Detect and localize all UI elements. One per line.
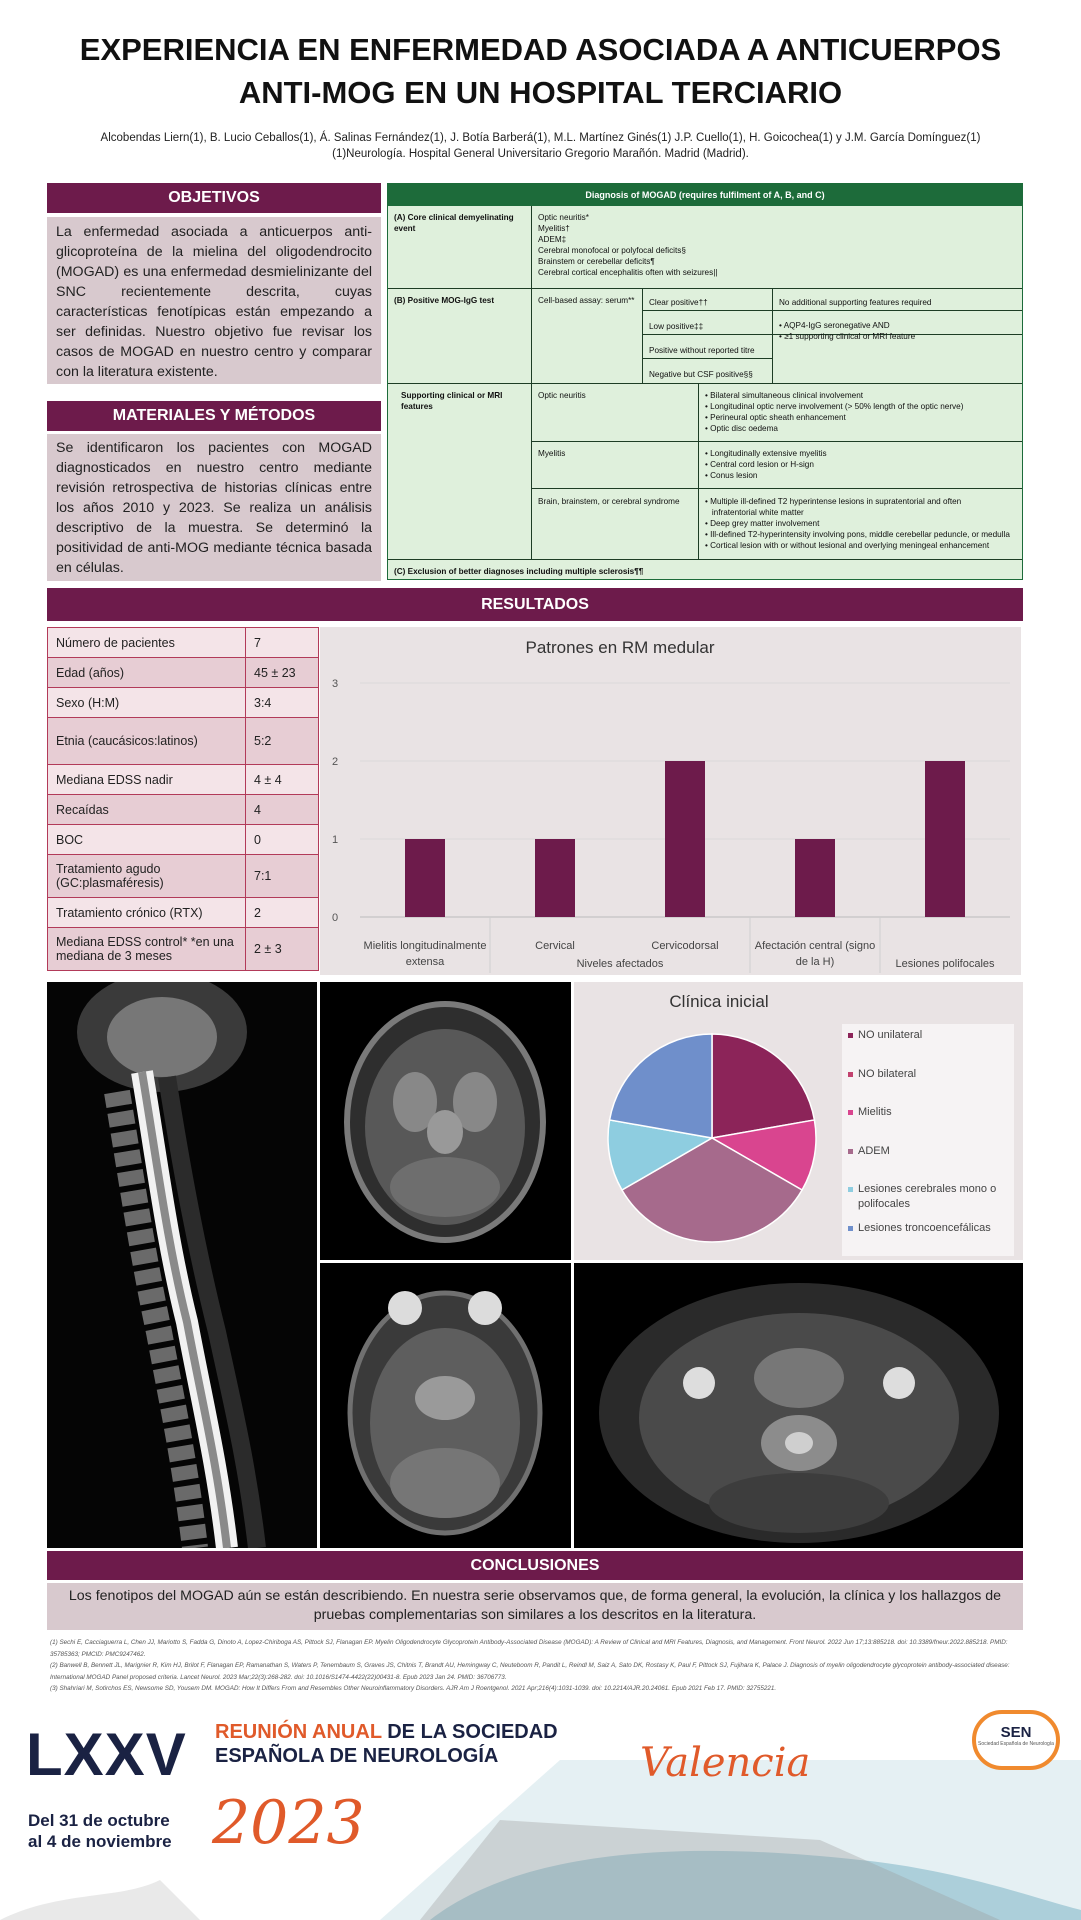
legend-label: ADEM bbox=[858, 1144, 890, 1157]
legend-swatch bbox=[848, 1110, 853, 1115]
criteria-divider bbox=[531, 206, 532, 559]
references bbox=[50, 1637, 1018, 1695]
resultados-heading: RESULTADOS bbox=[47, 588, 1023, 621]
y-tick-label: 3 bbox=[332, 678, 339, 690]
table-row bbox=[48, 628, 319, 658]
reference-item: (1) Sechi E, Cacciaguerra L, Chen JJ, Mariotto S, Fadda G, Dinoto A, Lopez-Chiriboga AS, Pittock SJ, Flanagan EP. Myelin Oligodendrocyte Glycoprotein Antibody-Associated Disease (MOGAD): A Review of Clinical and MRI Features, Diagnosis, and Management. Front Neurol. 2022 Jun 17;13:885218. doi: 10.3389/fneur.2022.885218. PMID: 35785363; PMCID: PMC9247462. bbox=[50, 1639, 1008, 1658]
criteria-s-on-item: • Bilateral simultaneous clinical involvement bbox=[705, 391, 864, 400]
row-label: Tratamiento agudo (GC:plasmaféresis) bbox=[48, 855, 246, 898]
criteria-divider bbox=[531, 488, 1022, 489]
congress-name bbox=[215, 1720, 558, 1768]
row-value: 45 ± 23 bbox=[246, 658, 319, 688]
criteria-a-item: Cerebral cortical encephalitis often with seizures|| bbox=[538, 268, 718, 277]
x-category-label: Cervicodorsal bbox=[651, 940, 719, 952]
criteria-divider bbox=[388, 383, 1022, 384]
criteria-s-my: Myelitis bbox=[538, 449, 566, 458]
objetivos-text: La enfermedad asociada a anticuerpos anti-glicoproteína de la mielina del oligodendrocito (MOGAD) es una enfermedad desmielinizante del SNC recientemente descrita, cuyas características fenotípicas están empezando a ser definidas. Nuestro objetivo fue revisar los casos de MOGAD en nuestro centro y comparar con la literatura existente. bbox=[47, 217, 381, 384]
x-group-label: Niveles afectados bbox=[576, 958, 664, 970]
y-tick-label: 2 bbox=[332, 756, 339, 768]
y-tick-label: 0 bbox=[332, 912, 339, 924]
table-row bbox=[48, 825, 319, 855]
poster-title bbox=[40, 28, 1041, 114]
bar-chart-rm-medular bbox=[320, 627, 1021, 975]
row-value: 4 ± 4 bbox=[246, 765, 319, 795]
affiliation: (1)Neurología. Hospital General Universitario Gregorio Marañón. Madrid (Madrid). bbox=[332, 148, 749, 160]
criteria-s-my-item: • Central cord lesion or H-sign bbox=[705, 460, 814, 469]
bar bbox=[795, 839, 835, 917]
table-row bbox=[48, 928, 319, 971]
bar bbox=[665, 761, 705, 917]
authors: Alcobendas Liern(1), B. Lucio Ceballos(1), Á. Salinas Fernández(1), J. Botía Barberá(1), M.L. Martínez Ginés(1) J.P. Cuello(1), H. Goicochea(1) y J.M. García Domínguez(1) bbox=[100, 132, 981, 144]
authors-block bbox=[40, 130, 1041, 162]
y-tick-label: 1 bbox=[332, 834, 339, 846]
row-label: BOC bbox=[48, 825, 246, 855]
criteria-a-item: Cerebral monofocal or polyfocal deficits§ bbox=[538, 246, 686, 255]
criteria-a-item: Optic neuritis* bbox=[538, 213, 589, 222]
criteria-a-item: ADEM‡ bbox=[538, 235, 567, 244]
congress-dates-2: al 4 de noviembre bbox=[28, 1832, 172, 1851]
bar bbox=[405, 839, 445, 917]
bar-chart-title: Patrones en RM medular bbox=[525, 638, 715, 657]
mri-brain-axial-image-1 bbox=[320, 982, 571, 1260]
criteria-b-low-note-2: • ≥1 supporting clinical or MRI feature bbox=[779, 332, 916, 341]
legend-swatch bbox=[848, 1187, 853, 1192]
title-line-1: EXPERIENCIA EN ENFERMEDAD ASOCIADA A ANTICUERPOS bbox=[79, 32, 1002, 67]
conclusiones-text: Los fenotipos del MOGAD aún se están describiendo. En nuestra serie observamos que, de forma general, la evolución, la clínica y los hallazgos de pruebas complementarias son similares a los descritos en la literatura. bbox=[47, 1583, 1023, 1630]
criteria-divider bbox=[388, 559, 1022, 560]
table-row bbox=[48, 795, 319, 825]
bar bbox=[925, 761, 965, 917]
sen-logo-subtitle: Sociedad Española de Neurología bbox=[978, 1741, 1054, 1747]
bar bbox=[535, 839, 575, 917]
row-label: Tratamiento crónico (RTX) bbox=[48, 898, 246, 928]
pie-chart-title: Clínica inicial bbox=[669, 992, 769, 1011]
legend-swatch bbox=[848, 1072, 853, 1077]
x-category-label: Lesiones polifocales bbox=[895, 958, 995, 970]
legend-item bbox=[848, 1067, 1014, 1106]
criteria-b-low-note-1: • AQP4-IgG seronegative AND bbox=[779, 321, 890, 330]
criteria-s-on-items bbox=[700, 387, 1022, 437]
criteria-b-clear-note: No additional supporting features required bbox=[779, 298, 932, 307]
criteria-b-low: Low positive‡‡ bbox=[649, 322, 704, 331]
pie-slice bbox=[610, 1034, 712, 1138]
congress-name-1a: REUNIÓN ANUAL bbox=[215, 1721, 382, 1743]
criteria-s-my-item: • Longitudinally extensive myelitis bbox=[705, 449, 827, 458]
metodos-heading: MATERIALES Y MÉTODOS bbox=[47, 401, 381, 431]
congress-edition: LXXV bbox=[26, 1721, 187, 1788]
mri-neck-axial-image bbox=[574, 1263, 1023, 1548]
legend-label: NO unilateral bbox=[858, 1029, 923, 1041]
criteria-s-on: Optic neuritis bbox=[538, 391, 586, 400]
criteria-s-br-item: • Deep grey matter involvement bbox=[705, 519, 820, 528]
row-label: Sexo (H:M) bbox=[48, 688, 246, 718]
criteria-divider bbox=[531, 441, 1022, 442]
row-value: 3:4 bbox=[246, 688, 319, 718]
criteria-b-assay: Cell-based assay: serum** bbox=[538, 296, 635, 305]
row-value: 0 bbox=[246, 825, 319, 855]
criteria-b-label: (B) Positive MOG-IgG test bbox=[394, 296, 495, 305]
x-category-label: Cervical bbox=[535, 940, 575, 952]
row-label: Mediana EDSS control* *en una mediana de 3 meses bbox=[48, 928, 246, 971]
reference-item: (3) Shahriari M, Sotirchos ES, Newsome SD, Yousem DM. MOGAD: How It Differs From and Resembles Other Neuroinflammatory Disorders. AJR Am J Roentgenol. 2021 Apr;216(4):1031-1039. doi: 10.2214/AJR.20.24061. Epub 2021 Feb 17. PMID: 32755221. bbox=[50, 1685, 777, 1692]
legend-swatch bbox=[848, 1226, 853, 1231]
table-row bbox=[48, 898, 319, 928]
row-value: 5:2 bbox=[246, 718, 319, 765]
objetivos-heading: OBJETIVOS bbox=[47, 183, 381, 213]
pie-chart-panel bbox=[574, 982, 1023, 1260]
table-row bbox=[48, 718, 319, 765]
criteria-s-on-item: • Optic disc oedema bbox=[705, 424, 778, 433]
criteria-s-on-item: • Perineural optic sheath enhancement bbox=[705, 413, 846, 422]
sen-logo bbox=[972, 1710, 1060, 1770]
row-value: 2 ± 3 bbox=[246, 928, 319, 971]
congress-year: 2023 bbox=[212, 1788, 365, 1858]
criteria-s-label: Supporting clinical or MRI features bbox=[401, 391, 503, 411]
criteria-s-br-item: • Ill-defined T2-hyperintensity involving pons, middle cerebellar peduncle, or medulla bbox=[705, 530, 1010, 539]
mri-brain-axial-image-2 bbox=[320, 1263, 571, 1548]
criteria-s-my-item: • Conus lesion bbox=[705, 471, 758, 480]
criteria-s-br-item: • Multiple ill-defined T2 hyperintense lesions in supratentorial and often bbox=[705, 497, 962, 506]
metodos-text: Se identificaron los pacientes con MOGAD diagnosticados en nuestro centro mediante revisión retrospectiva de historias clínicas entre los años 2010 y 2023. Se realiza un análisis descriptivo de la muestra. Se determinó la positividad de anti-MOG mediante técnica basada en células. bbox=[47, 434, 381, 581]
sen-logo-text: SEN bbox=[1000, 1724, 1032, 1741]
criteria-divider bbox=[388, 288, 1022, 289]
criteria-a-label: (A) Core clinical demyelinating event bbox=[394, 213, 514, 233]
criteria-b-neg: Negative but CSF positive§§ bbox=[649, 370, 753, 379]
table-row bbox=[48, 765, 319, 795]
legend-swatch bbox=[848, 1033, 853, 1038]
pie-legend bbox=[842, 1024, 1014, 1256]
row-label: Mediana EDSS nadir bbox=[48, 765, 246, 795]
row-value: 4 bbox=[246, 795, 319, 825]
legend-item bbox=[848, 1221, 1014, 1260]
row-label: Edad (años) bbox=[48, 658, 246, 688]
congress-name-2: ESPAÑOLA DE NEUROLOGÍA bbox=[215, 1745, 499, 1767]
criteria-divider bbox=[772, 288, 773, 383]
criteria-a-item: Myelitis† bbox=[538, 224, 570, 233]
row-label: Recaídas bbox=[48, 795, 246, 825]
row-label: Número de pacientes bbox=[48, 628, 246, 658]
criteria-s-my-items bbox=[700, 445, 1022, 484]
criteria-s-br-items bbox=[700, 493, 1022, 554]
criteria-s-on-item: • Longitudinal optic nerve involvement (> 50% length of the optic nerve) bbox=[705, 402, 964, 411]
mogad-criteria-table bbox=[387, 183, 1023, 580]
criteria-b-clear: Clear positive†† bbox=[649, 298, 708, 307]
criteria-b-titre: Positive without reported titre bbox=[649, 346, 755, 355]
legend-label: Lesiones cerebrales mono o polifocales bbox=[858, 1183, 997, 1210]
table-row bbox=[48, 688, 319, 718]
row-value: 7 bbox=[246, 628, 319, 658]
row-label: Etnia (caucásicos:latinos) bbox=[48, 718, 246, 765]
legend-item bbox=[848, 1182, 1014, 1221]
x-category-label: Mielitis longitudinalmente extensa bbox=[363, 940, 487, 968]
row-value: 7:1 bbox=[246, 855, 319, 898]
results-table bbox=[47, 627, 319, 971]
criteria-c-label: (C) Exclusion of better diagnoses including multiple sclerosis¶¶ bbox=[394, 567, 644, 576]
legend-label: Mielitis bbox=[858, 1106, 892, 1118]
criteria-s-br-item: • Cortical lesion with or without lesional and overlying meningeal enhancement bbox=[705, 541, 990, 550]
congress-name-1b: DE LA SOCIEDAD bbox=[387, 1721, 558, 1743]
legend-label: NO bilateral bbox=[858, 1067, 917, 1080]
criteria-a-item: Brainstem or cerebellar deficits¶ bbox=[538, 257, 655, 266]
mri-spine-sagittal-image bbox=[47, 982, 317, 1548]
criteria-title: Diagnosis of MOGAD (requires fulfilment of A, B, and C) bbox=[388, 184, 1022, 206]
criteria-s-br: Brain, brainstem, or cerebral syndrome bbox=[538, 497, 680, 506]
table-row bbox=[48, 855, 319, 898]
criteria-divider bbox=[642, 288, 643, 383]
reference-item: (2) Banwell B, Bennett JL, Marignier R, Kim HJ, Brilot F, Flanagan EP, Ramanathan S, Waters P, Tenembaum S, Graves JS, Chitnis T, Brandt AU, Hemingway C, Neuteboom R, Pandit L, Reindl M, Saiz A, Sato DK, Rostasy K, Paul F, Pittock SJ, Fujihara K, Palace J. Diagnosis of myelin oligodendrocyte glycoprotein antibody-associated disease: International MOGAD Panel proposed criteria. Lancet Neurol. 2023 Mar;22(3):268-282. doi: 10.1016/S1474-4422(22)00431-8. Epub 2023 Jan 24. PMID: 36706773. bbox=[50, 1662, 1010, 1681]
congress-dates bbox=[28, 1810, 172, 1852]
legend-swatch bbox=[848, 1149, 853, 1154]
table-row bbox=[48, 658, 319, 688]
criteria-divider bbox=[698, 383, 699, 559]
congress-footer bbox=[0, 1700, 1081, 1920]
row-value: 2 bbox=[246, 898, 319, 928]
legend-item bbox=[848, 1144, 1014, 1183]
legend-item bbox=[848, 1105, 1014, 1144]
criteria-s-br-item: infratentorial white matter bbox=[705, 508, 804, 517]
congress-dates-1: Del 31 de octubre bbox=[28, 1811, 170, 1830]
criteria-b-low-note bbox=[774, 317, 1020, 345]
conclusiones-heading: CONCLUSIONES bbox=[47, 1551, 1023, 1580]
legend-item bbox=[848, 1028, 1014, 1067]
legend-label: Lesiones troncoencefálicas bbox=[858, 1221, 991, 1234]
criteria-a-items bbox=[533, 209, 1013, 281]
congress-city: Valencia bbox=[640, 1740, 811, 1786]
title-line-2: ANTI-MOG EN UN HOSPITAL TERCIARIO bbox=[238, 75, 843, 110]
x-category-label: Afectación central (signo de la H) bbox=[754, 940, 876, 968]
pie-chart bbox=[604, 1030, 820, 1246]
